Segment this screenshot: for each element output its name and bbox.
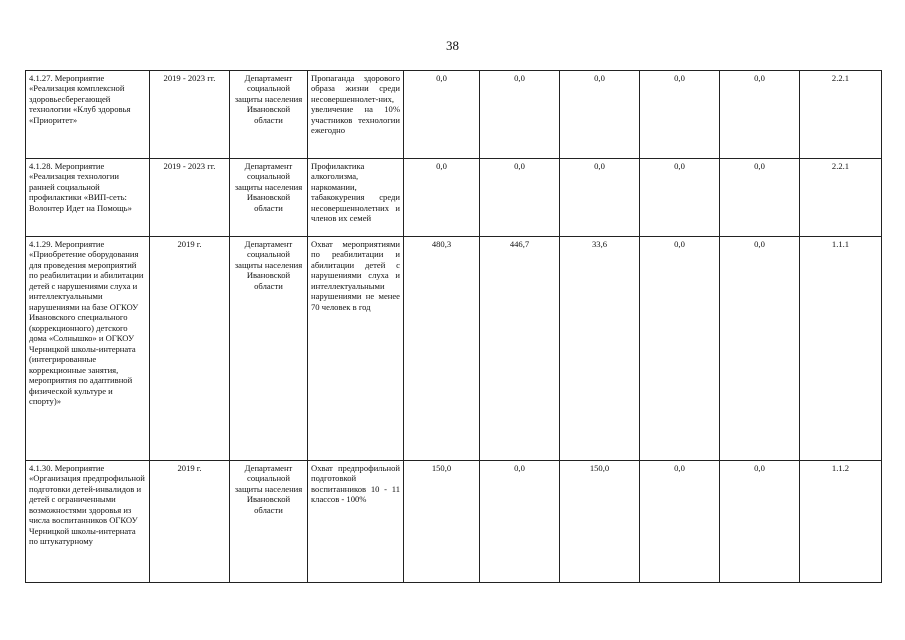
value-cell: 0,0 (640, 71, 720, 159)
value-cell: 0,0 (640, 461, 720, 583)
table-row (26, 159, 882, 237)
period-cell: 2019 - 2023 гг. (150, 159, 230, 237)
measure-name: 4.1.29. Мероприятие «Приобретение оборудования для проведения мероприятий по реабилитации и абилитации детей с нарушениями слуха и интеллектуальными нарушениями на базе ОГКОУ Ивановского специального (коррекционного) детского дома «Солнышко» и ОГКОУ Черницкой школы-интерната (интегрированные коррекционные занятия, мероприятия по адаптивной физической культуре и спорту)» (26, 237, 150, 461)
indicator-cell: 2.2.1 (800, 159, 882, 237)
value-cell: 480,3 (404, 237, 480, 461)
indicator-cell: 1.1.2 (800, 461, 882, 583)
indicator-cell: 1.1.1 (800, 237, 882, 461)
result-cell: Пропаганда здорового образа жизни среди несовершеннолет-них, увеличение на 10% участников технологии ежегодно (308, 71, 404, 159)
value-cell: 0,0 (404, 159, 480, 237)
measure-name: 4.1.27. Мероприятие «Реализация комплексной здоровьесберегающей технологии «Клуб здоровья «Приоритет» (26, 71, 150, 159)
period-cell: 2019 г. (150, 461, 230, 583)
value-cell: 0,0 (404, 71, 480, 159)
value-cell: 33,6 (560, 237, 640, 461)
measure-name: 4.1.28. Мероприятие «Реализация технологии ранней социальной профилактики «ВИП-сеть: Волонтер Идет на Помощь» (26, 159, 150, 237)
table-row (26, 237, 882, 461)
value-cell: 0,0 (560, 71, 640, 159)
value-cell: 0,0 (560, 159, 640, 237)
program-table (25, 70, 882, 583)
period-cell: 2019 г. (150, 237, 230, 461)
value-cell: 0,0 (720, 71, 800, 159)
executor-cell: Департамент социальной защиты населения Ивановской области (230, 237, 308, 461)
value-cell: 0,0 (720, 237, 800, 461)
value-cell: 0,0 (640, 237, 720, 461)
executor-cell: Департамент социальной защиты населения Ивановской области (230, 71, 308, 159)
measure-name: 4.1.30. Мероприятие «Организация предпрофильной подготовки детей-инвалидов и детей с ограниченными возможностями здоровья из числа воспитанников ОГКОУ Черницкой школы-интерната по штукатурному (26, 461, 150, 583)
table-row (26, 461, 882, 583)
result-cell: Охват предпрофильной подготовкой воспитанников 10 - 11 классов - 100% (308, 461, 404, 583)
value-cell: 0,0 (480, 71, 560, 159)
executor-cell: Департамент социальной защиты населения Ивановской области (230, 159, 308, 237)
value-cell: 150,0 (404, 461, 480, 583)
value-cell: 0,0 (720, 159, 800, 237)
result-cell: Профилактика алкоголизма, наркомании, табакокурения среди несовершеннолетних и членов их семей (308, 159, 404, 237)
indicator-cell: 2.2.1 (800, 71, 882, 159)
result-cell: Охват мероприятиями по реабилитации и абилитации детей с нарушениями слуха и интеллектуальными нарушениями не менее 70 человек в год (308, 237, 404, 461)
value-cell: 0,0 (720, 461, 800, 583)
value-cell: 0,0 (480, 159, 560, 237)
value-cell: 0,0 (480, 461, 560, 583)
page-number: 38 (446, 38, 459, 53)
executor-cell: Департамент социальной защиты населения Ивановской области (230, 461, 308, 583)
table-row (26, 71, 882, 159)
period-cell: 2019 - 2023 гг. (150, 71, 230, 159)
value-cell: 446,7 (480, 237, 560, 461)
value-cell: 0,0 (640, 159, 720, 237)
value-cell: 150,0 (560, 461, 640, 583)
